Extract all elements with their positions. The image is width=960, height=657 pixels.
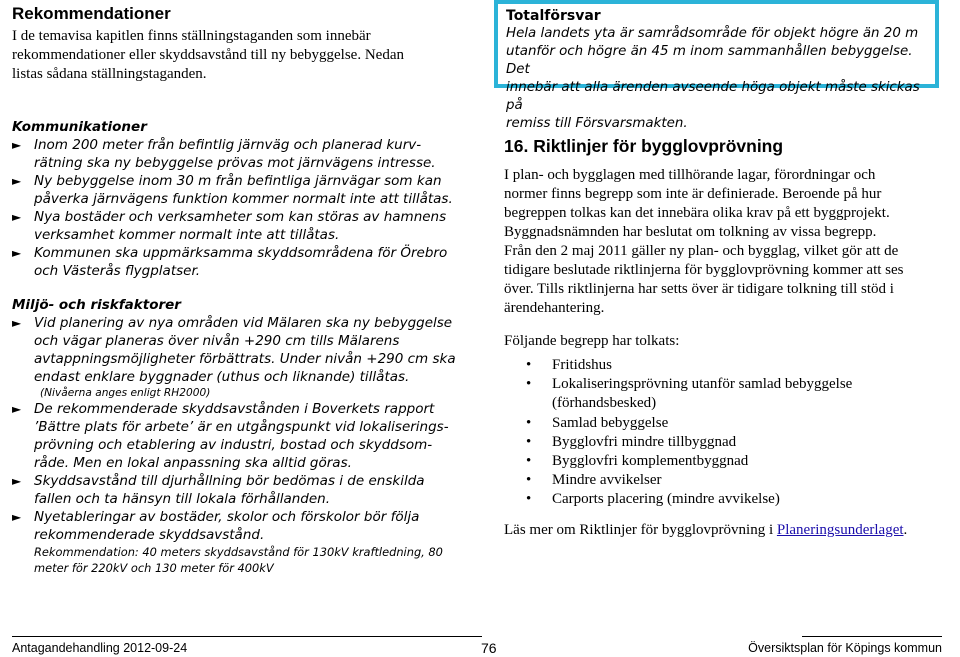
totalforsvar-heading: Totalförsvar — [506, 8, 601, 24]
text-line: innebär att alla ärenden avseende höga objekt måste skickas på — [506, 80, 920, 113]
text-line: rätning ska ny bebyggelse prövas mot järnvägens intresse. — [34, 155, 436, 171]
text-line: Byggnadsnämnden har beslutat om tolkning av vissa begrepp. — [504, 224, 877, 240]
text-line: normer finns begrepp som inte är definierade. Beroende på hur — [504, 186, 882, 202]
page-number: 76 — [481, 640, 497, 656]
text-line: påverka järnvägens funktion kommer normalt inte att tillåtas. — [34, 191, 453, 207]
rekommendationer-text — [12, 27, 482, 84]
text-line: rekommenderade skyddsavstånd. — [34, 527, 265, 543]
list-item: • Carports placering (mindre avvikelse) — [504, 490, 954, 509]
arrow-bullet-icon: ► — [12, 474, 22, 488]
text-line: Hela landets yta är samrådsområde för objekt högre än 20 m — [506, 26, 919, 41]
arrow-bullet-icon: ► — [12, 316, 22, 330]
left-column — [12, 118, 462, 576]
footer-document-status: Antagandehandling 2012-09-24 — [12, 641, 188, 655]
list-item: • Bygglovfri komplementbyggnad — [504, 452, 954, 471]
arrow-bullet-icon: ► — [12, 246, 22, 260]
list-item: • Fritidshus — [504, 356, 954, 375]
text-line: och vägar planeras över nivån +290 cm tills Mälarens — [34, 333, 400, 349]
arrow-bullet-icon: ► — [12, 402, 22, 416]
bullet-icon: • — [526, 376, 532, 393]
text-line: Kommunen ska uppmärksamma skyddsområdena för Örebro — [34, 245, 448, 261]
bullet-icon: • — [526, 414, 532, 431]
arrow-bullet-icon: ► — [12, 138, 22, 152]
recommendation-note — [12, 544, 462, 576]
right-column — [504, 134, 954, 540]
list-item-continuation: (förhandsbesked) — [552, 395, 657, 412]
text-line: rekommendationer eller skyddsavstånd till ny bebyggelse. Nedan — [12, 47, 404, 63]
text-line: över. Tills riktlinjerna har setts över är tidigare tolkning till stöd i — [504, 281, 894, 297]
text-line: ’Bättre plats för arbete’ är en utgångspunkt vid lokaliserings- — [34, 419, 449, 435]
text-line: De rekommenderade skyddsavstånden i Boverkets rapport — [34, 401, 435, 417]
totalforsvar-box — [494, 0, 939, 131]
list-item — [12, 314, 462, 386]
text-line: meter för 220kV och 130 meter för 400kV — [34, 561, 274, 575]
text-line: råde. Men en lokal anpassning ska alltid göras. — [34, 455, 352, 471]
text-line: Ny bebyggelse inom 30 m från befintliga järnvägar som kan — [34, 173, 442, 189]
section-16-intro — [504, 166, 954, 318]
concepts-list — [504, 356, 954, 510]
list-item — [12, 208, 462, 244]
list-item — [12, 400, 462, 472]
text-line: I de temavisa kapitlen finns ställningstaganden som innebär — [12, 28, 371, 44]
text-line: avtappningsmöjligheter förbättrats. Under nivån +290 cm ska — [34, 351, 456, 367]
kommunikationer-heading: Kommunikationer — [12, 119, 147, 135]
text-line: prövning och etablering av industri, bostad och skyddsom- — [34, 437, 433, 453]
text-line: fallen och ta hänsyn till lokala förhållanden. — [34, 491, 331, 507]
list-item — [12, 136, 462, 172]
text-line: Rekommendation: 40 meters skyddsavstånd för 130kV kraftledning, 80 — [34, 545, 443, 559]
text-line: ärendehantering. — [504, 300, 605, 316]
text-line: I plan- och bygglagen med tillhörande lagar, förordningar och — [504, 167, 876, 183]
text-line: remiss till Försvarsmakten. — [506, 116, 688, 131]
text-line: tidigare beslutade riktlinjerna för bygglovprövning kommer att ses — [504, 262, 904, 278]
list-item: • Bygglovfri mindre tillbyggnad — [504, 433, 954, 452]
text-line: Vid planering av nya områden vid Mälaren ska ny bebyggelse — [34, 315, 453, 331]
text-line: Från den 2 maj 2011 gäller ny plan- och bygglag, vilket gör att de — [504, 243, 899, 259]
text-line: Nyetableringar av bostäder, skolor och förskolor bör följa — [34, 509, 420, 525]
text-line: och Västerås flygplatser. — [34, 263, 201, 279]
list-item: • Samlad bebyggelse — [504, 414, 954, 433]
section-16-heading: 16. Riktlinjer för bygglovprövning — [504, 136, 784, 156]
page-footer — [12, 640, 942, 656]
arrow-bullet-icon: ► — [12, 210, 22, 224]
footer-divider — [12, 636, 482, 637]
list-item — [12, 244, 462, 280]
text-line: begreppen tolkas kan det innebära olika krav på ett byggprojekt. — [504, 205, 890, 221]
bullet-icon: • — [526, 357, 532, 373]
text-line: utanför och högre än 45 m inom sammanhållen bebyggelse. Det — [506, 44, 913, 77]
read-more: Läs mer om Riktlinjer för bygglovprövning i Planeringsunderlaget. — [504, 521, 908, 538]
bullet-icon: • — [526, 433, 532, 450]
text-line: verksamhet kommer normalt inte att tillåtas. — [34, 227, 340, 243]
text-line: Inom 200 meter från befintlig järnväg och planerad kurv- — [34, 137, 422, 153]
list-item: • Lokaliseringsprövning utanför samlad bebyggelse — [504, 375, 954, 394]
list-item: • Mindre avvikelser — [504, 471, 954, 490]
text-line: Nya bostäder och verksamheter som kan störas av hamnens — [34, 209, 447, 225]
text-line: endast enklare byggnader (uthus och liknande) tillåtas. — [34, 369, 410, 385]
concepts-intro: Följande begrepp har tolkats: — [504, 333, 680, 349]
footer-divider — [802, 636, 942, 637]
arrow-bullet-icon: ► — [12, 174, 22, 188]
miljo-heading: Miljö- och riskfaktorer — [12, 297, 181, 313]
bullet-icon: • — [526, 453, 532, 470]
rekommendationer-heading: Rekommendationer — [12, 4, 171, 23]
bullet-icon: • — [526, 491, 532, 508]
level-note: (Nivåerna anges enligt RH2000) — [40, 387, 211, 399]
text-line: listas sådana ställningstaganden. — [12, 66, 207, 82]
list-item — [12, 172, 462, 208]
footer-document-title: Översiktsplan för Köpings kommun — [748, 641, 942, 655]
planeringsunderlaget-link[interactable]: Planeringsunderlaget — [776, 521, 904, 538]
rekommendationer-section — [12, 4, 482, 84]
list-item — [12, 472, 462, 508]
bullet-icon: • — [526, 472, 532, 489]
arrow-bullet-icon: ► — [12, 510, 22, 524]
list-item — [12, 508, 462, 544]
text-line: Skyddsavstånd till djurhållning bör bedömas i de enskilda — [34, 473, 425, 489]
